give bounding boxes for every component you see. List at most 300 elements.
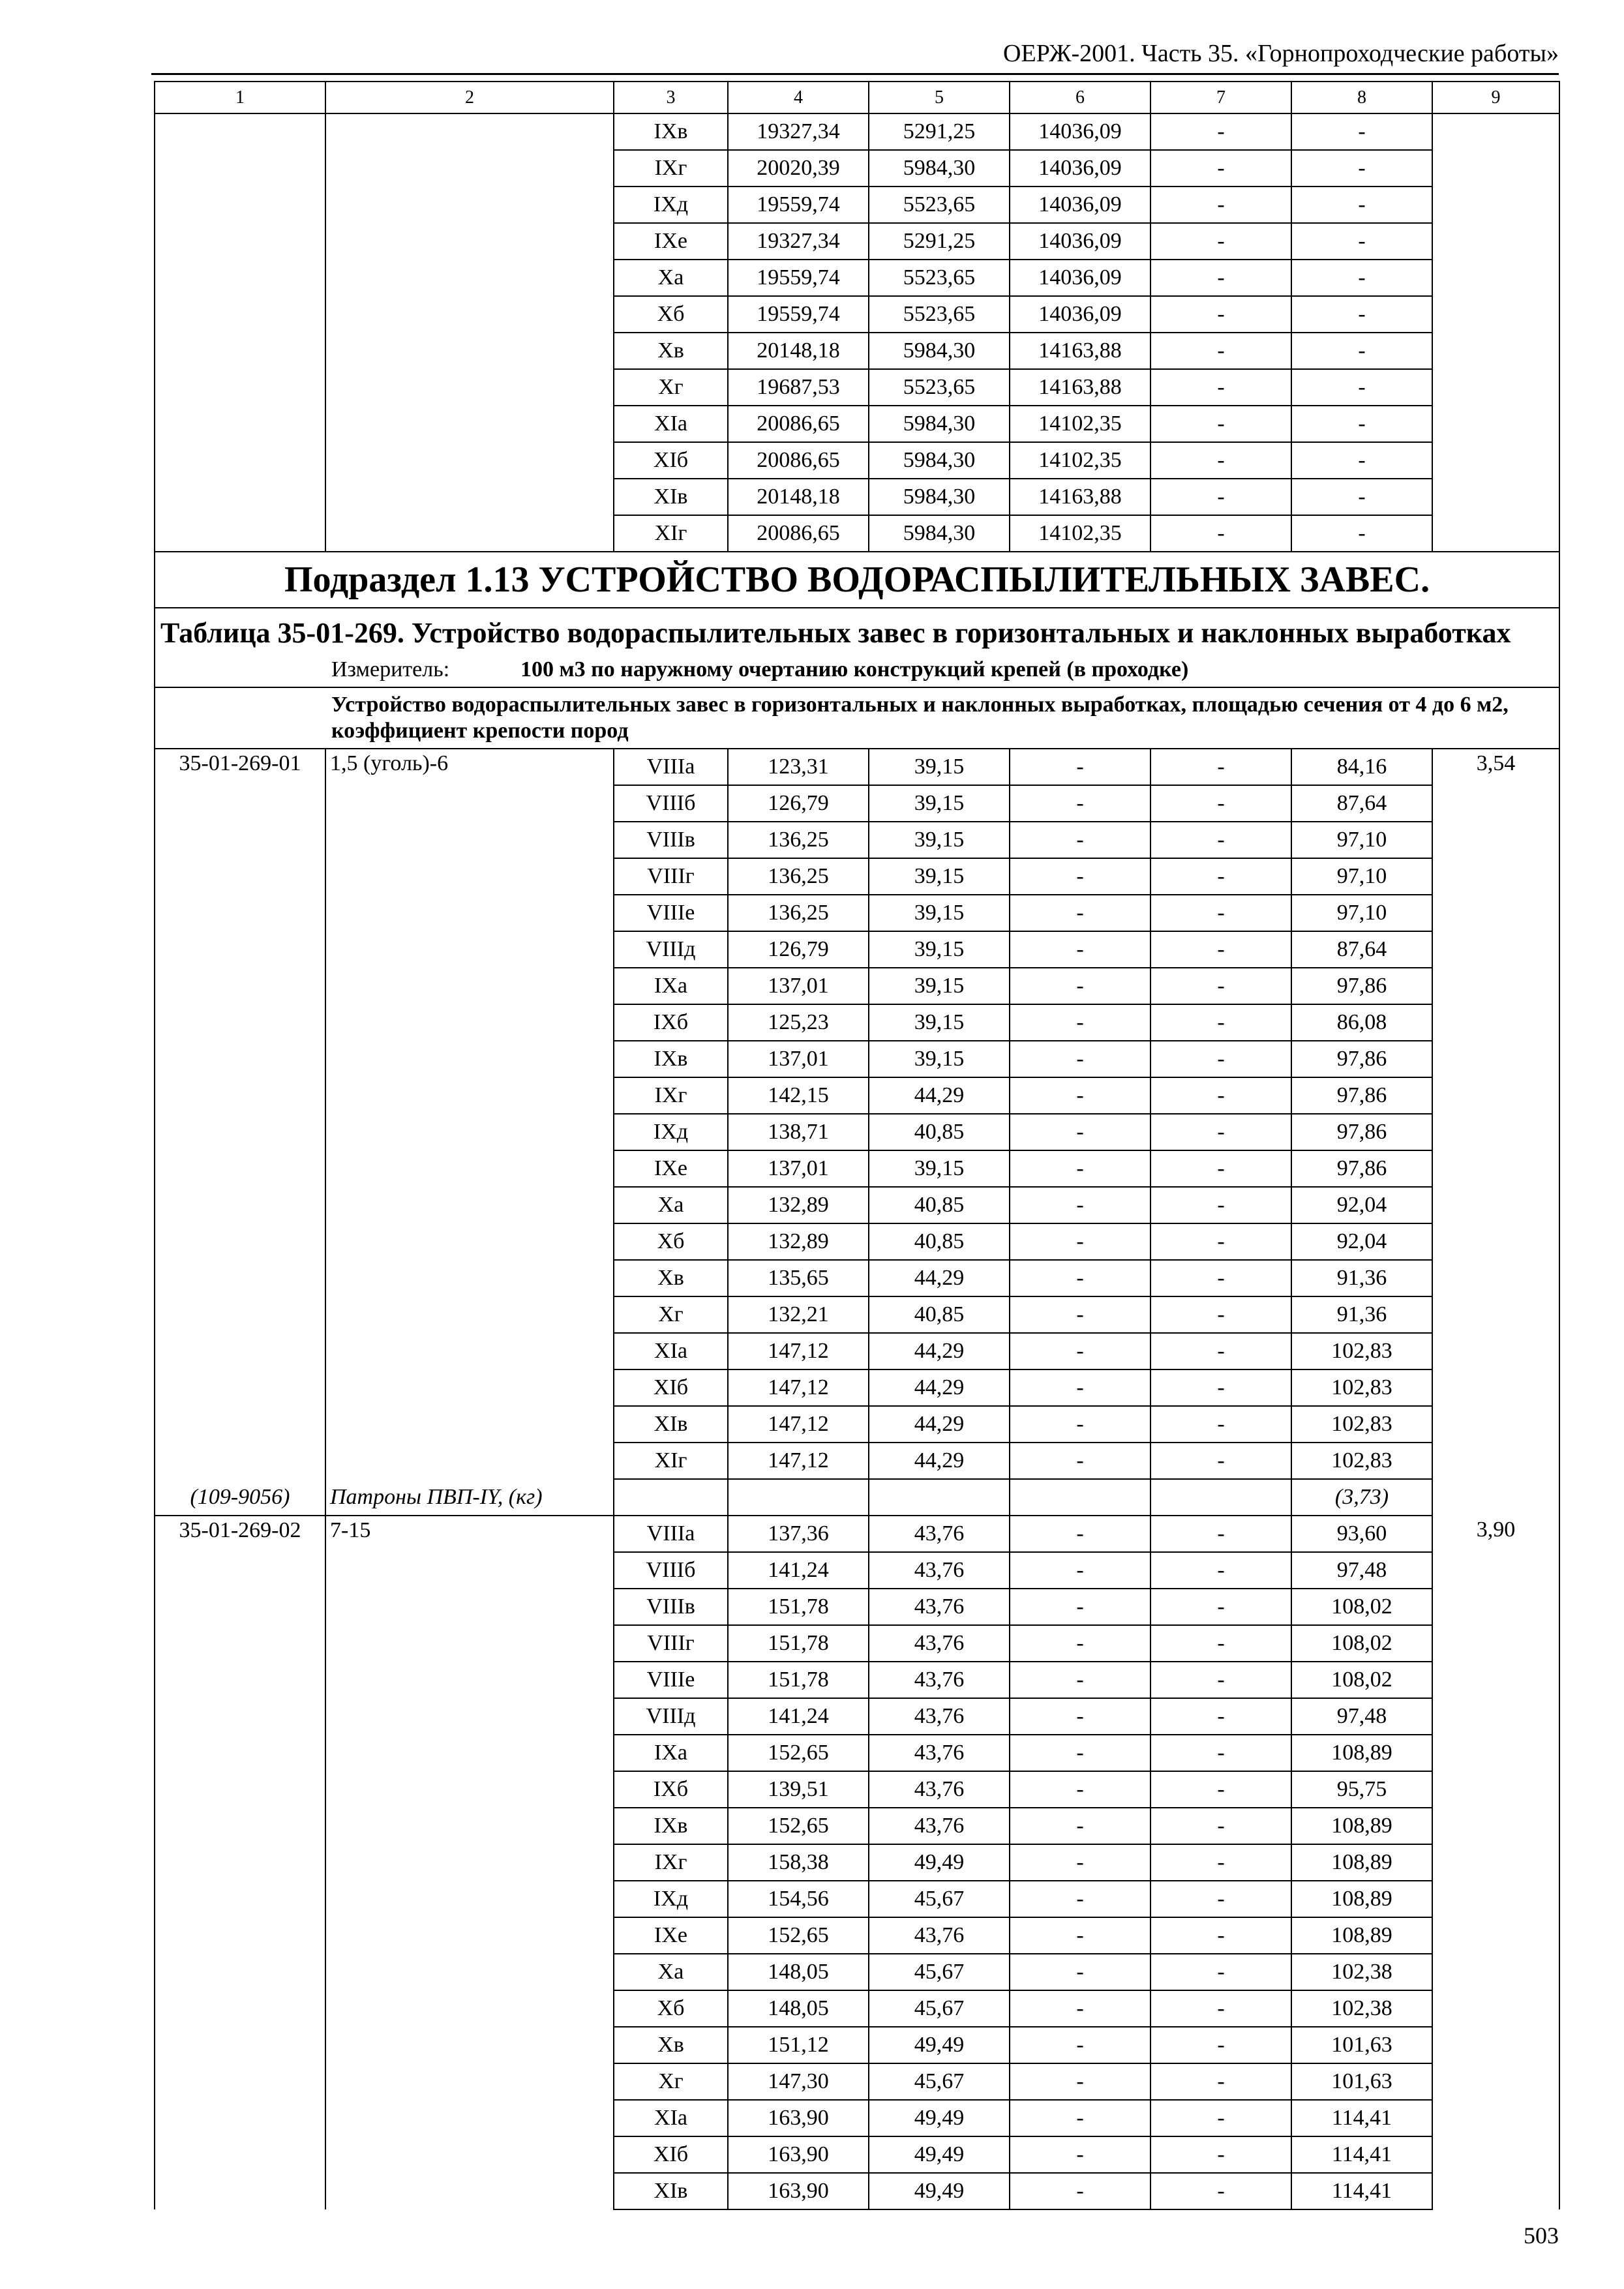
value-cell: 5523,65: [869, 187, 1010, 223]
work-description: Устройство водораспылительных завес в горизонтальных и наклонных выработках, площадью сечения от 4 до 6 м2, коэффициент крепости пород: [155, 687, 1559, 749]
value-cell: 108,02: [1291, 1662, 1432, 1698]
value-cell: 19327,34: [728, 223, 869, 260]
value-cell: -: [1150, 1771, 1291, 1808]
value-cell: 132,89: [728, 1223, 869, 1260]
value-cell: 40,85: [869, 1187, 1010, 1223]
value-cell: -: [1010, 1589, 1150, 1625]
table-title-row: [155, 608, 1559, 687]
value-cell: -: [1150, 1004, 1291, 1041]
value-cell: 148,05: [728, 1990, 869, 2027]
description-row: [155, 687, 1559, 749]
value-cell: 5291,25: [869, 223, 1010, 260]
value-cell: 5984,30: [869, 479, 1010, 515]
value-cell: 123,31: [728, 749, 869, 785]
subsection-row: [155, 552, 1559, 608]
value-cell: 43,76: [869, 1662, 1010, 1698]
category-cell: VIIIе: [614, 1662, 728, 1698]
value-cell: -: [1150, 223, 1291, 260]
category-cell: VIIIб: [614, 1552, 728, 1589]
value-cell: 14102,35: [1010, 515, 1150, 552]
rate-parameter: 1,5 (уголь)-6: [325, 749, 614, 1479]
category-cell: Xа: [614, 1954, 728, 1990]
unit-label: Измеритель:: [331, 657, 450, 681]
value-cell: 14163,88: [1010, 479, 1150, 515]
value-cell: 5523,65: [869, 369, 1010, 406]
category-cell: IXд: [614, 187, 728, 223]
value-cell: -: [1150, 406, 1291, 442]
category-cell: Xв: [614, 1260, 728, 1296]
column-number: 4: [728, 82, 869, 113]
value-cell: 14163,88: [1010, 333, 1150, 369]
value-cell: 20148,18: [728, 479, 869, 515]
value-cell: 151,78: [728, 1589, 869, 1625]
value-cell: 151,78: [728, 1662, 869, 1698]
column-number: 3: [614, 82, 728, 113]
value-cell: -: [1010, 1296, 1150, 1333]
value-cell: 44,29: [869, 1260, 1010, 1296]
value-cell: 91,36: [1291, 1260, 1432, 1296]
value-cell: 44,29: [869, 1369, 1010, 1406]
value-cell: 43,76: [869, 1589, 1010, 1625]
value-cell: 14036,09: [1010, 223, 1150, 260]
value-cell: 108,02: [1291, 1589, 1432, 1625]
value-cell: -: [1291, 113, 1432, 150]
rate-parameter: 7-15: [325, 1516, 614, 2209]
category-cell: VIIIа: [614, 1516, 728, 1552]
code-cell: [155, 113, 325, 552]
parameter-cell: [325, 113, 614, 552]
value-cell: 14036,09: [1010, 187, 1150, 223]
value-cell: 40,85: [869, 1223, 1010, 1260]
value-cell: -: [1291, 333, 1432, 369]
value-cell: 137,01: [728, 1041, 869, 1077]
value-cell: -: [1150, 1625, 1291, 1662]
value-cell: -: [1150, 1333, 1291, 1369]
category-cell: IXе: [614, 1150, 728, 1187]
value-cell: 45,67: [869, 1990, 1010, 2027]
value-cell: 43,76: [869, 1625, 1010, 1662]
category-cell: IXв: [614, 1808, 728, 1844]
value-cell: 19327,34: [728, 113, 869, 150]
value-cell: 114,41: [1291, 2173, 1432, 2209]
value-cell: -: [1010, 1077, 1150, 1114]
value-cell: 20148,18: [728, 333, 869, 369]
value-cell: 43,76: [869, 1698, 1010, 1735]
value-cell: 97,86: [1291, 968, 1432, 1004]
value-cell: 14036,09: [1010, 260, 1150, 296]
category-cell: IXг: [614, 1077, 728, 1114]
value-cell: 97,10: [1291, 858, 1432, 895]
rate-code: 35-01-269-02: [155, 1516, 325, 2209]
value-cell: 49,49: [869, 2136, 1010, 2173]
value-cell: -: [1010, 895, 1150, 931]
value-cell: 39,15: [869, 968, 1010, 1004]
value-cell: 14036,09: [1010, 150, 1150, 187]
category-cell: Xа: [614, 1187, 728, 1223]
value-cell: 19559,74: [728, 187, 869, 223]
category-cell: XIв: [614, 479, 728, 515]
value-cell: 44,29: [869, 1406, 1010, 1443]
value-cell: 108,02: [1291, 1625, 1432, 1662]
value-cell: 137,36: [728, 1516, 869, 1552]
value-cell: -: [1150, 1881, 1291, 1917]
value-cell: 147,12: [728, 1443, 869, 1479]
value-cell: 14163,88: [1010, 369, 1150, 406]
value-cell: 5523,65: [869, 260, 1010, 296]
value-cell: 101,63: [1291, 2027, 1432, 2063]
value-cell: 87,64: [1291, 931, 1432, 968]
value-cell: 14102,35: [1010, 406, 1150, 442]
value-cell: -: [1010, 2027, 1150, 2063]
value-cell: 87,64: [1291, 785, 1432, 822]
value-cell: 86,08: [1291, 1004, 1432, 1041]
value-cell: 139,51: [728, 1771, 869, 1808]
value-cell: 20086,65: [728, 406, 869, 442]
value-cell: 152,65: [728, 1917, 869, 1954]
value-cell: 92,04: [1291, 1223, 1432, 1260]
category-cell: IXе: [614, 223, 728, 260]
value-cell: 40,85: [869, 1114, 1010, 1150]
value-cell: -: [1010, 2173, 1150, 2209]
value-cell: 152,65: [728, 1808, 869, 1844]
value-cell: 93,60: [1291, 1516, 1432, 1552]
value-cell: 44,29: [869, 1333, 1010, 1369]
value-cell: 136,25: [728, 895, 869, 931]
value-cell: -: [1150, 1990, 1291, 2027]
value-cell: -: [1150, 369, 1291, 406]
value-cell: 39,15: [869, 822, 1010, 858]
value-cell: 114,41: [1291, 2100, 1432, 2136]
value-cell: 102,83: [1291, 1333, 1432, 1369]
table-row: [155, 1516, 1559, 1552]
empty-cell: [614, 1479, 728, 1516]
value-cell: -: [1150, 1443, 1291, 1479]
value-cell: 102,38: [1291, 1954, 1432, 1990]
value-cell: -: [1150, 1735, 1291, 1771]
value-cell: -: [1010, 822, 1150, 858]
material-row: [155, 1479, 1559, 1516]
value-cell: 39,15: [869, 1004, 1010, 1041]
value-cell: -: [1010, 1223, 1150, 1260]
category-cell: VIIIг: [614, 858, 728, 895]
value-cell: 91,36: [1291, 1296, 1432, 1333]
value-cell: 114,41: [1291, 2136, 1432, 2173]
value-cell: -: [1010, 931, 1150, 968]
table-row: [155, 749, 1559, 785]
value-cell: 19687,53: [728, 369, 869, 406]
category-cell: IXе: [614, 1917, 728, 1954]
category-cell: IXг: [614, 150, 728, 187]
value-cell: -: [1010, 1406, 1150, 1443]
value-cell: 14102,35: [1010, 442, 1150, 479]
value-cell: -: [1010, 1990, 1150, 2027]
unit-line: [160, 655, 1554, 684]
value-cell: 49,49: [869, 2027, 1010, 2063]
value-cell: -: [1150, 785, 1291, 822]
category-cell: VIIIв: [614, 822, 728, 858]
value-cell: 102,83: [1291, 1406, 1432, 1443]
category-cell: Xг: [614, 2063, 728, 2100]
category-cell: IXд: [614, 1881, 728, 1917]
value-cell: 108,89: [1291, 1917, 1432, 1954]
value-cell: -: [1291, 296, 1432, 333]
value-cell: 44,29: [869, 1077, 1010, 1114]
category-cell: VIIIа: [614, 749, 728, 785]
value-cell: 97,86: [1291, 1150, 1432, 1187]
value-cell: 39,15: [869, 895, 1010, 931]
estimate-table: [154, 81, 1560, 2210]
value-cell: -: [1291, 223, 1432, 260]
column-number: 8: [1291, 82, 1432, 113]
category-cell: IXв: [614, 113, 728, 150]
value-cell: 151,78: [728, 1625, 869, 1662]
empty-cell: [869, 1479, 1010, 1516]
value-cell: -: [1150, 442, 1291, 479]
value-cell: -: [1150, 2100, 1291, 2136]
value-cell: 142,15: [728, 1077, 869, 1114]
empty-cell: [1010, 1479, 1150, 1516]
value-cell: -: [1010, 1698, 1150, 1735]
column-number: 9: [1432, 82, 1559, 113]
value-cell: -: [1010, 2136, 1150, 2173]
value-cell: -: [1150, 1589, 1291, 1625]
material-code: (109-9056): [155, 1479, 325, 1516]
value-cell: 43,76: [869, 1808, 1010, 1844]
value-cell: -: [1010, 1881, 1150, 1917]
value-cell: -: [1010, 785, 1150, 822]
value-cell: -: [1150, 1954, 1291, 1990]
value-cell: -: [1150, 1223, 1291, 1260]
value-cell: -: [1150, 858, 1291, 895]
value-cell: -: [1010, 1260, 1150, 1296]
unit-value: 100 м3 по наружному очертанию конструкций крепей (в проходке): [520, 657, 1189, 681]
category-cell: XIа: [614, 2100, 728, 2136]
value-cell: -: [1150, 515, 1291, 552]
value-cell: -: [1150, 1698, 1291, 1735]
category-cell: XIб: [614, 1369, 728, 1406]
category-cell: XIг: [614, 1443, 728, 1479]
value-cell: -: [1010, 1917, 1150, 1954]
category-cell: Xв: [614, 2027, 728, 2063]
value-cell: -: [1010, 1150, 1150, 1187]
category-cell: Xв: [614, 333, 728, 369]
value-cell: -: [1150, 931, 1291, 968]
category-cell: Xа: [614, 260, 728, 296]
category-cell: Xб: [614, 1990, 728, 2027]
labor-cell: [1432, 113, 1559, 552]
value-cell: -: [1150, 895, 1291, 931]
value-cell: 154,56: [728, 1881, 869, 1917]
value-cell: -: [1150, 113, 1291, 150]
value-cell: -: [1010, 1333, 1150, 1369]
category-cell: XIа: [614, 1333, 728, 1369]
value-cell: -: [1150, 1150, 1291, 1187]
subsection-title: Подраздел 1.13 УСТРОЙСТВО ВОДОРАСПЫЛИТЕЛЬНЫХ ЗАВЕС.: [155, 552, 1559, 608]
value-cell: -: [1150, 1187, 1291, 1223]
value-cell: 39,15: [869, 931, 1010, 968]
value-cell: -: [1150, 1077, 1291, 1114]
value-cell: 137,01: [728, 968, 869, 1004]
category-cell: XIб: [614, 2136, 728, 2173]
value-cell: -: [1010, 1114, 1150, 1150]
category-cell: XIа: [614, 406, 728, 442]
value-cell: 39,15: [869, 1041, 1010, 1077]
category-cell: XIв: [614, 1406, 728, 1443]
value-cell: 43,76: [869, 1552, 1010, 1589]
column-number: 1: [155, 82, 325, 113]
value-cell: -: [1010, 1552, 1150, 1589]
value-cell: -: [1150, 296, 1291, 333]
value-cell: 20086,65: [728, 515, 869, 552]
category-cell: IXв: [614, 1041, 728, 1077]
value-cell: -: [1150, 2173, 1291, 2209]
value-cell: 108,89: [1291, 1808, 1432, 1844]
value-cell: 49,49: [869, 2173, 1010, 2209]
table-row: [155, 113, 1559, 150]
value-cell: 43,76: [869, 1735, 1010, 1771]
value-cell: -: [1010, 1808, 1150, 1844]
value-cell: -: [1150, 1662, 1291, 1698]
category-cell: IXд: [614, 1114, 728, 1150]
value-cell: 45,67: [869, 1881, 1010, 1917]
value-cell: 97,48: [1291, 1552, 1432, 1589]
value-cell: 151,12: [728, 2027, 869, 2063]
value-cell: 5984,30: [869, 333, 1010, 369]
value-cell: 5291,25: [869, 113, 1010, 150]
value-cell: 39,15: [869, 785, 1010, 822]
value-cell: -: [1150, 1844, 1291, 1881]
value-cell: -: [1150, 1516, 1291, 1552]
value-cell: 102,38: [1291, 1990, 1432, 2027]
value-cell: -: [1150, 749, 1291, 785]
value-cell: -: [1150, 1917, 1291, 1954]
value-cell: 49,49: [869, 2100, 1010, 2136]
column-number: 7: [1150, 82, 1291, 113]
value-cell: 39,15: [869, 1150, 1010, 1187]
value-cell: -: [1150, 1260, 1291, 1296]
value-cell: 108,89: [1291, 1735, 1432, 1771]
value-cell: -: [1010, 1187, 1150, 1223]
value-cell: 101,63: [1291, 2063, 1432, 2100]
value-cell: 102,83: [1291, 1443, 1432, 1479]
value-cell: -: [1291, 260, 1432, 296]
header-rule: [151, 73, 1559, 75]
value-cell: -: [1291, 442, 1432, 479]
value-cell: 108,89: [1291, 1881, 1432, 1917]
value-cell: 148,05: [728, 1954, 869, 1990]
value-cell: 20020,39: [728, 150, 869, 187]
value-cell: -: [1291, 515, 1432, 552]
value-cell: 5984,30: [869, 406, 1010, 442]
running-header: ОЕРЖ-2001. Часть 35. «Горнопроходческие работы»: [1003, 40, 1559, 67]
category-cell: IXа: [614, 968, 728, 1004]
category-cell: IXа: [614, 1735, 728, 1771]
value-cell: -: [1010, 2100, 1150, 2136]
column-number: 6: [1010, 82, 1150, 113]
category-cell: XIб: [614, 442, 728, 479]
category-cell: VIIIд: [614, 931, 728, 968]
value-cell: 138,71: [728, 1114, 869, 1150]
value-cell: 45,67: [869, 2063, 1010, 2100]
value-cell: 147,30: [728, 2063, 869, 2100]
value-cell: -: [1150, 1369, 1291, 1406]
value-cell: 39,15: [869, 858, 1010, 895]
value-cell: 5523,65: [869, 296, 1010, 333]
value-cell: 97,86: [1291, 1041, 1432, 1077]
value-cell: 19559,74: [728, 296, 869, 333]
value-cell: 49,49: [869, 1844, 1010, 1881]
value-cell: 97,86: [1291, 1114, 1432, 1150]
value-cell: -: [1010, 749, 1150, 785]
page-number: 503: [1524, 2222, 1559, 2249]
material-name: Патроны ПВП-IY, (кг): [325, 1479, 614, 1516]
value-cell: -: [1150, 1041, 1291, 1077]
value-cell: 102,83: [1291, 1369, 1432, 1406]
value-cell: 141,24: [728, 1698, 869, 1735]
value-cell: 20086,65: [728, 442, 869, 479]
value-cell: 97,48: [1291, 1698, 1432, 1735]
value-cell: -: [1010, 1954, 1150, 1990]
table-title-cell: [155, 608, 1559, 687]
value-cell: 39,15: [869, 749, 1010, 785]
value-cell: 136,25: [728, 822, 869, 858]
value-cell: -: [1010, 1369, 1150, 1406]
value-cell: 163,90: [728, 2100, 869, 2136]
value-cell: -: [1150, 1296, 1291, 1333]
value-cell: -: [1291, 187, 1432, 223]
category-cell: IXб: [614, 1771, 728, 1808]
rate-code: 35-01-269-01: [155, 749, 325, 1479]
value-cell: 97,10: [1291, 822, 1432, 858]
value-cell: -: [1010, 1004, 1150, 1041]
value-cell: 126,79: [728, 931, 869, 968]
value-cell: 44,29: [869, 1443, 1010, 1479]
value-cell: 141,24: [728, 1552, 869, 1589]
value-cell: -: [1010, 1443, 1150, 1479]
category-cell: Xб: [614, 296, 728, 333]
value-cell: -: [1150, 1808, 1291, 1844]
value-cell: -: [1150, 260, 1291, 296]
value-cell: 43,76: [869, 1917, 1010, 1954]
value-cell: 14036,09: [1010, 296, 1150, 333]
value-cell: 45,67: [869, 1954, 1010, 1990]
category-cell: VIIIе: [614, 895, 728, 931]
category-cell: VIIIв: [614, 1589, 728, 1625]
value-cell: -: [1291, 150, 1432, 187]
value-cell: 43,76: [869, 1771, 1010, 1808]
table-title: Таблица 35-01-269. Устройство водораспылительных завес в горизонтальных и наклонных выработках: [160, 617, 1511, 649]
value-cell: -: [1010, 858, 1150, 895]
value-cell: 95,75: [1291, 1771, 1432, 1808]
value-cell: 152,65: [728, 1735, 869, 1771]
value-cell: -: [1150, 1114, 1291, 1150]
value-cell: 19559,74: [728, 260, 869, 296]
value-cell: 132,21: [728, 1296, 869, 1333]
value-cell: -: [1150, 333, 1291, 369]
material-quantity: (3,73): [1291, 1479, 1432, 1516]
value-cell: 163,90: [728, 2173, 869, 2209]
value-cell: 108,89: [1291, 1844, 1432, 1881]
value-cell: -: [1291, 406, 1432, 442]
value-cell: -: [1150, 187, 1291, 223]
value-cell: 147,12: [728, 1406, 869, 1443]
labor-cost: 3,54: [1432, 749, 1559, 1516]
value-cell: 125,23: [728, 1004, 869, 1041]
category-cell: XIг: [614, 515, 728, 552]
value-cell: -: [1150, 822, 1291, 858]
value-cell: -: [1291, 369, 1432, 406]
value-cell: 5984,30: [869, 150, 1010, 187]
